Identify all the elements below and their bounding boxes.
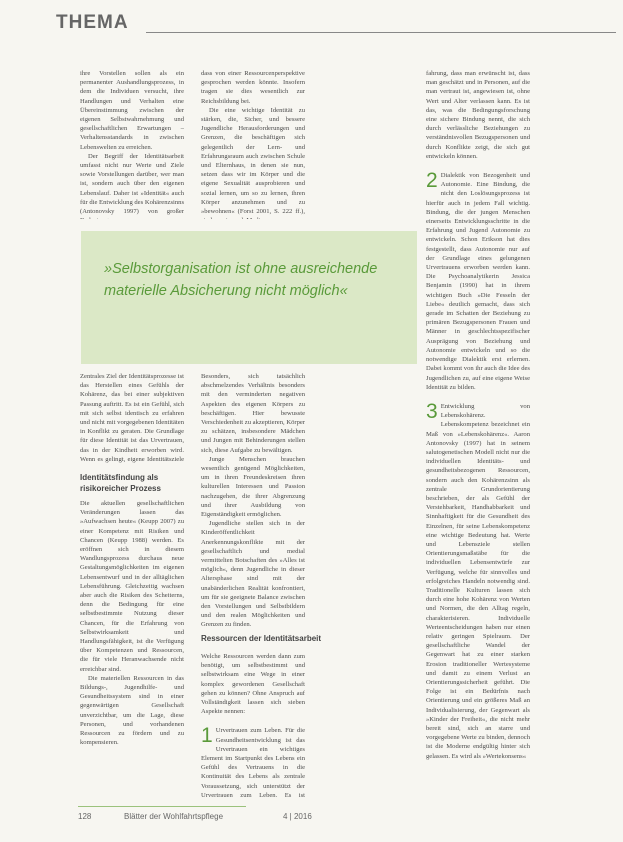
- paragraph: ihre Vorstellen sollen als ein permanenter Aushandlungsprozess, in dem die Individuen versucht, ihre Handlungen und Verhalten eine Übereinstimmung zwischen der eigenen Selbstwahrnehmung und gesellschaftlichen Erwartungen – Verhaltensstandards in zwischen Lebenswelten zu erreichen.: [80, 70, 184, 151]
- pull-quote: »Selbstorganisation ist ohne ausreichende materielle Absicherung nicht möglich«: [104, 261, 378, 299]
- subheading: Ressourcen der Identitätsarbeit: [201, 634, 322, 643]
- paragraph: Die materiellen Ressourcen in das Bildungs-, Jugendhilfe- und Gesundheitssystem sind in einer gegenwärtigen Gesellschaft unverzichtbar, um die Lage, diese Personen, und vorhandenen Ressourcen zu fördern und zu kompensieren.: [80, 674, 184, 747]
- numbered-paragraph: [426, 171, 530, 392]
- paragraph: Welche Ressourcen werden dann zum benötigt, um selbstbestimmt und selbstwirksam eine Wege in einer komplex gewordenen Gesellschaft gehen zu können? Ohne Anspruch auf Vollständigkeit lassen sich sieben Aspekte nennen:: [201, 653, 305, 716]
- item-number: 2: [426, 169, 438, 193]
- numbered-paragraph: [426, 399, 530, 761]
- header-rule: [146, 32, 616, 33]
- column-2-upper: [201, 69, 305, 219]
- subheading: Identitätsfindung als risikoreicher Prozess: [80, 473, 161, 493]
- paragraph: Die eine wichtige Identität zu stärken, die, Sicher, und bessere Jugendliche Herausforderungen und Grenzen, die beschäftigen sich gelegentlich der Lern- und Erfahrungsraum auch zwischen Schule und Elternhaus, in denen sie nun, setzen dass wir im Körper und die eigene Sexualität ausprobieren und sozial lernen, um so zu lernen, ihren Körper anzunehmen und zu »bewohnen« (Forst 2001, S. 222 ff.),: [201, 106, 305, 216]
- paragraph: Junge Menschen brauchen wesentlich genügend Möglichkeiten, um in ihren Freundeskreisen ihren kulturellen Interessen und Passion nachzugehen, die ihrer Abgrenzung und ihrer Ausbildung von Eigenständigkeit ermöglichen.: [201, 455, 305, 519]
- footer-rule: [78, 806, 246, 807]
- paragraph: Zentrales Ziel der Identitätsprozesse ist das Herstellen eines Gefühls der Kohärenz, das bei einer subjektiven Passung auftritt. Es ist ein Gefühl, sich mit sich selbst identisch zu erfahren und nicht mit vorgegebenen Identitäten in Konflikt zu geraten. Die Grundlage für diese Identität ist das Urvertrauen, das in der Kindheit erworben wird. Wenn es gelingt, eigene Identitätsziele: [80, 373, 184, 463]
- issue-number: 4 | 2016: [283, 812, 312, 821]
- page-header: [56, 12, 616, 36]
- paragraph: Der Begriff der Identitätsarbeit umfasst nicht nur Werte und Ziele sowie Vorstellungen darüber, wer man ist, sondern auch über den eigenen Lebenslauf. Daher ist »Identität« auch für die Entwicklung des Kohärenzsinns (Antonovsky 1997) von großer: [80, 152, 184, 216]
- column-2-lower: [201, 372, 305, 627]
- paragraph: Jugendliche stellen sich in der Kinderöffentlichkeit Anerkennungskonflikte mit der gesellschaftlich und medial vermittelten Botschaften des »Alles ist möglich«, denn Jugendliche in dieser Altersphase sind mit der unabänderlichen Realität konfrontiert, um für sie geeignete Balance zwischen den Vorstellungen und Selbstbildern und den realen Möglichkeiten und Grenzen zu finden.: [201, 520, 305, 627]
- paragraph-text: Entwicklung von Lebenskohärenz. Lebenskompetenz bezeichnet ein Maß von »Lebenskohärenz«. Aaron Antonovsky (1997) hat in seinem salutogenetischen Modell nicht nur die individuellen Identitäts- und gesundheitsbezogenen Ressourcen, sondern auch den Kohärenzsinn als zentrale Grundorientierung beschrieben, der als Gefühl der Verstehbarkeit, Handhabbarkeit und Sinnhaftigkeit für die Gesundheit des Einzelnen, für seine Lebenskompetenz eine wichtige Bedeutung hat. Werte und Lebensziele stellen Orientierungsmaßstäbe für die individuellen Lebensentwürfe zur Verfügung, welche für sinnvolles und erfolgreiches Handeln notwendig sind. Traditionelle Kulturen lassen sich durch eine hohe Kohärenz von Werten und Normen, die den Alltag regeln, charakterisieren. Individuelle Werteentscheidungen haben nur einen relativ geringen Spielraum. Der gesellschaftliche Wandel der Gegenwart hat zu einer starken Erosion traditioneller Wertesysteme und damit zu einem Verlust an Orientierungssicherheit geführt. Die Folge ist ein Bedürfnis nach Orientierung und ein größeres Maß an Individualisierung, der Gegenwart als »Kinder der Freiheit«, die nicht mehr bereit sind, sich an starre und vorgegebene Werte zu binden, dennoch ist die Moderne endgültig hinter sich gelassen. Es wird als »Wertekonsens«: [426, 402, 530, 760]
- column-1-lower: [80, 372, 184, 464]
- section-title: THEMA: [56, 12, 129, 33]
- paragraph: fahrung, dass man erwünscht ist, dass man geschätzt und in Personen, auf die man vertraut ist, angewiesen ist, ohne Wert und Alter verlassen kann. Es ist das, was die Bedingungsforschung eine sichere Bindung nennt, die sich durch verlässliche Beziehungen zu verständnisvollen Bezugspersonen und durch Konflikte zeigt, die sich gut entwickeln können.: [426, 70, 530, 160]
- paragraph: Die aktuellen gesellschaftlichen Veränderungen lassen das »Aufwachsen heute« (Keupp 2007) zu einer Kompetenz mit Risiken und Chancen (Keupp 1988) werden. Es eröffnen sich in diesem Wandlungsprozess durchaus neue Gestaltungsmöglichkeiten im eigenen Lebensentwurf und in der alltäglichen Lebensführung. Gleichzeitig wachsen aber auch die Risiken des Scheiterns, denn die Bedingung für eine selbstbestimmte Nutzung dieser Chancen, für die Erfahrung von Selbstwirksamkeit und Handlungsfähigkeit, ist die Verfügung über Kompetenzen und Ressourcen, die für viele Heranwachsende nicht erreichbar sind.: [80, 500, 184, 673]
- paragraph-text: Dialektik von Bezogenheit und Autonomie. Eine Bindung, die nicht den Loslösungsprozess ist hierfür auch in jedem Fall wichtig. Bindung, die der jungen Menschen einerseits Entwicklungsschritte in die Erfahrung und Jugend Autonomie zu entwickeln. Schon Erikson hat dies festgestellt, dass Autonomie nur auf der Grundlage eines gelungenen Urvertrauens erworben werden kann. Die Psychoanalytikerin Jessica Benjamin (1990) hat in ihrem wichtigen Buch »Die Fesseln der Liebe« deutlich gemacht, dass sich gerade im Schatten der Beziehung zu primären Bezugspersonen Frauen und Männer in geschlechtsspezifischer Ausprägung von Beziehung und Autonomie entwickeln und so die notwendige Dialektik erst erlernen. Dabei kommt von ihr auch die Idee des Jugendlichen zu, auf eine eigene Weise Identität zu bilden.: [426, 172, 530, 391]
- numbered-paragraph: [201, 726, 305, 799]
- page-number: 128: [78, 812, 92, 821]
- column-3: [426, 69, 530, 799]
- column-2-resources: [201, 652, 305, 799]
- paragraph: dass von einer Ressourcenperspektive gesprochen werden könnte. Insofern tragen sie dies wesentlich zur Reichsbildung bei.: [201, 70, 305, 105]
- column-1-upper: [80, 69, 184, 219]
- item-number: 1: [201, 724, 213, 748]
- paragraph: Besonders, sich tatsächlich abschmelzendes Verhältnis besonders mit den verminderten negativen Aspekten des eigenen Körpers zu beschäftigen. Hier bewusste Verschiedenheit zu akzeptieren, Körper zu schätzen, insbesondere Mädchen und Jungen mit Behinderungen stellen sich, diese Aufgabe zu bewältigen.: [201, 373, 305, 454]
- item-number: 3: [426, 399, 438, 423]
- page-footer: [78, 812, 618, 828]
- journal-title: Blätter der Wohlfahrtspflege: [124, 812, 224, 821]
- column-1-risk: [80, 499, 184, 799]
- paragraph-text: Urvertrauen zum Leben. Für die Gesundheitsentwicklung ist das Urvertrauen ein wichtiges Element im Startpunkt des Lebens ein Gefühl des Vertrauens in die Kontinuität des Lebens als zentrale Voraussetzung, sich unterstützt der Urvertrauen zum Leben. Es ist: [201, 727, 305, 799]
